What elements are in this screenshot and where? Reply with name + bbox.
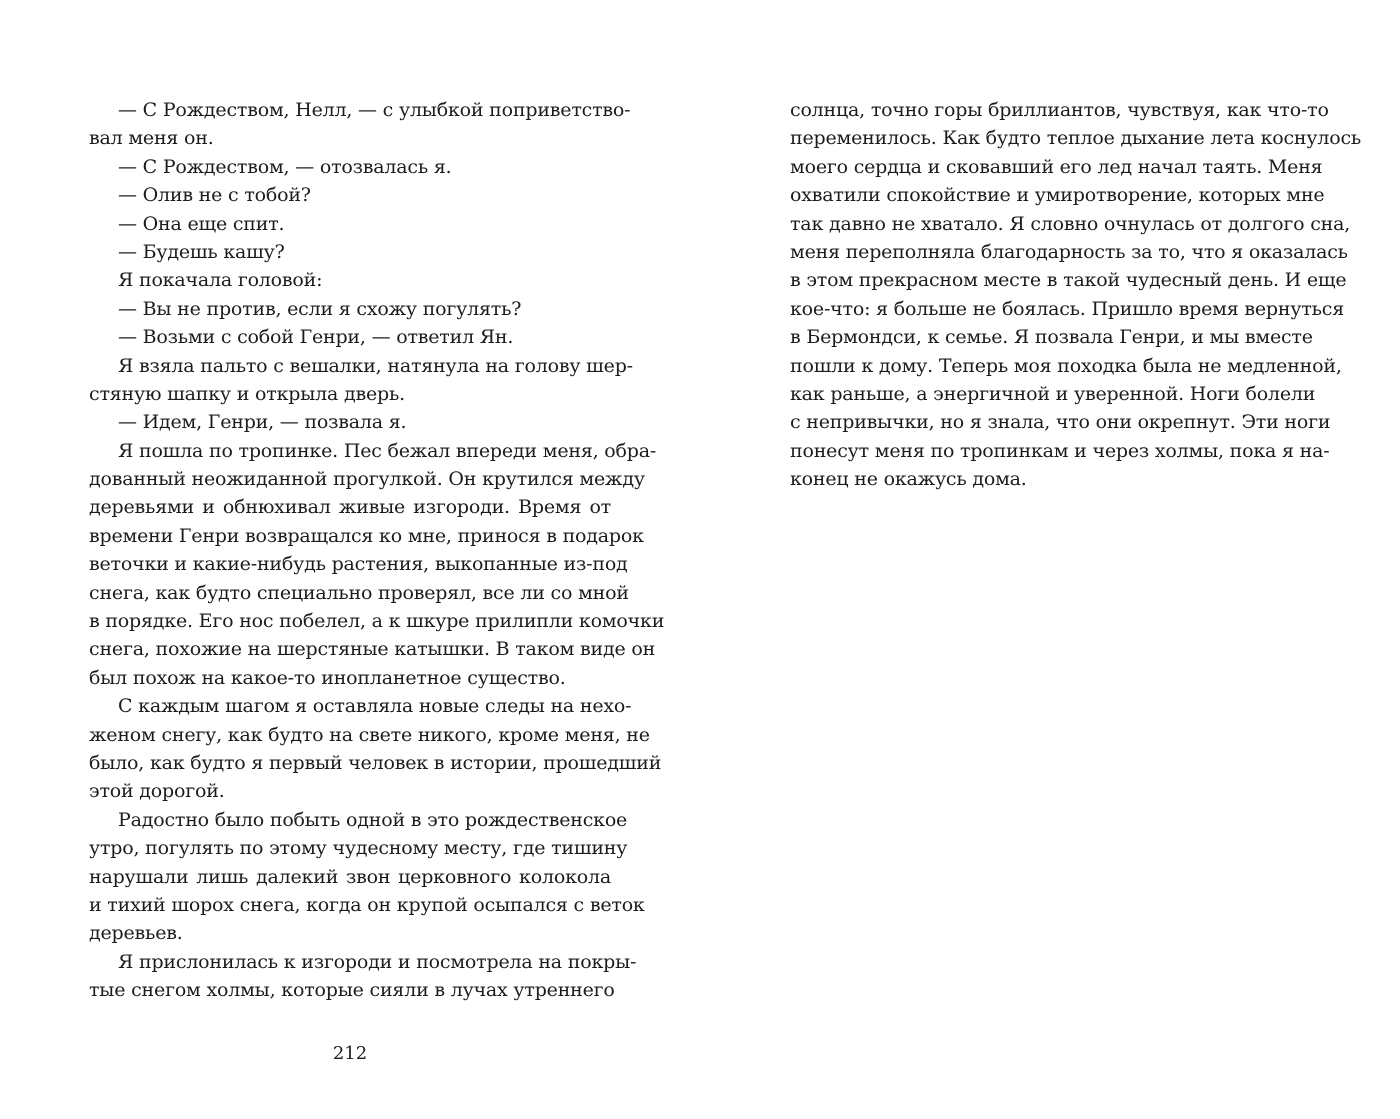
text-line: тые снегом холмы, которые сияли в лучах утреннего bbox=[89, 979, 615, 1002]
text-line: утро, погулять по этому чудесному месту, где тишину bbox=[89, 837, 628, 860]
text-line: кое-что: я больше не боялась. Пришло время вернуться bbox=[790, 297, 1345, 320]
right-page bbox=[700, 0, 1400, 1119]
text-line: Я пошла по тропинке. Пес бежал впереди меня, обра- bbox=[118, 439, 657, 462]
text-line: женом снегу, как будто на свете никого, кроме меня, не bbox=[89, 723, 650, 746]
text-line: и тихий шорох снега, когда он крупой осыпался с веток bbox=[89, 893, 645, 916]
text-line: — Возьми с собой Генри, — ответил Ян. bbox=[118, 326, 514, 349]
text-line: был похож на какое-то инопланетное существо. bbox=[89, 666, 566, 689]
text-line: Я взяла пальто с вешалки, натянула на голову шер- bbox=[118, 354, 633, 377]
text-line: веточки и какие-нибудь растения, выкопанные из-под bbox=[89, 553, 628, 576]
text-line: в Бермондси, к семье. Я позвала Генри, и мы вместе bbox=[790, 326, 1313, 349]
text-line: конец не окажусь дома. bbox=[790, 468, 1027, 491]
text-line: стяную шапку и открыла дверь. bbox=[89, 382, 405, 405]
text-line: деревьями и обнюхивал живые изгороди. Время от bbox=[89, 496, 611, 519]
left-page-text bbox=[89, 96, 665, 1005]
text-line: этой дорогой. bbox=[89, 780, 225, 803]
text-line: снега, как будто специально проверял, все ли со мной bbox=[89, 581, 629, 604]
text-line: — Она еще спит. bbox=[118, 212, 285, 235]
text-line: пошли к дому. Теперь моя походка была не медленной, bbox=[790, 354, 1342, 377]
text-line: вал меня он. bbox=[89, 127, 214, 150]
text-line: понесут меня по тропинкам и через холмы, пока я на- bbox=[790, 439, 1330, 462]
text-line: — Будешь кашу? bbox=[118, 240, 285, 263]
text-line: с непривычки, но я знала, что они окрепнут. Эти ноги bbox=[790, 411, 1331, 434]
text-line: Я прислонилась к изгороди и посмотрела на покры- bbox=[118, 950, 637, 973]
text-line: — Олив не с тобой? bbox=[118, 184, 311, 207]
text-line: в этом прекрасном месте в такой чудесный день. И еще bbox=[790, 269, 1347, 292]
text-line: С каждым шагом я оставляла новые следы на нехо- bbox=[118, 695, 632, 718]
text-line: нарушали лишь далекий звон церковного колокола bbox=[89, 865, 611, 888]
text-line: меня переполняла благодарность за то, что я оказалась bbox=[790, 240, 1348, 263]
text-line: — С Рождеством, — отозвалась я. bbox=[118, 155, 452, 178]
text-line: моего сердца и сковавший его лед начал таять. Меня bbox=[790, 155, 1323, 178]
text-line: деревьев. bbox=[89, 922, 183, 945]
text-line: переменилось. Как будто теплое дыхание лета коснулось bbox=[790, 127, 1362, 150]
text-line: солнца, точно горы бриллиантов, чувствуя, как что-то bbox=[790, 99, 1329, 121]
page-number: 212 bbox=[332, 1043, 368, 1064]
text-line: времени Генри возвращался ко мне, принося в подарок bbox=[89, 524, 644, 547]
text-line: дованный неожиданной прогулкой. Он крутился между bbox=[89, 468, 645, 491]
text-line: охватили спокойствие и умиротворение, которых мне bbox=[790, 184, 1325, 207]
text-line: снега, похожие на шерстяные катышки. В таком виде он bbox=[89, 638, 656, 661]
text-line: — Вы не против, если я схожу погулять? bbox=[118, 297, 522, 320]
text-line: Я покачала головой: bbox=[118, 269, 323, 292]
text-line: как раньше, а энергичной и уверенной. Ноги болели bbox=[790, 382, 1316, 405]
text-line: — Идем, Генри, — позвала я. bbox=[118, 411, 407, 434]
text-line: так давно не хватало. Я словно очнулась от долгого сна, bbox=[790, 212, 1351, 235]
text-line: — С Рождеством, Нелл, — с улыбкой поприветство- bbox=[118, 99, 631, 121]
text-line: было, как будто я первый человек в истории, прошедший bbox=[89, 751, 662, 774]
right-page-text bbox=[790, 96, 1362, 493]
text-line: в порядке. Его нос побелел, а к шкуре прилипли комочки bbox=[89, 610, 665, 633]
text-line: Радостно было побыть одной в это рождественское bbox=[118, 808, 628, 831]
